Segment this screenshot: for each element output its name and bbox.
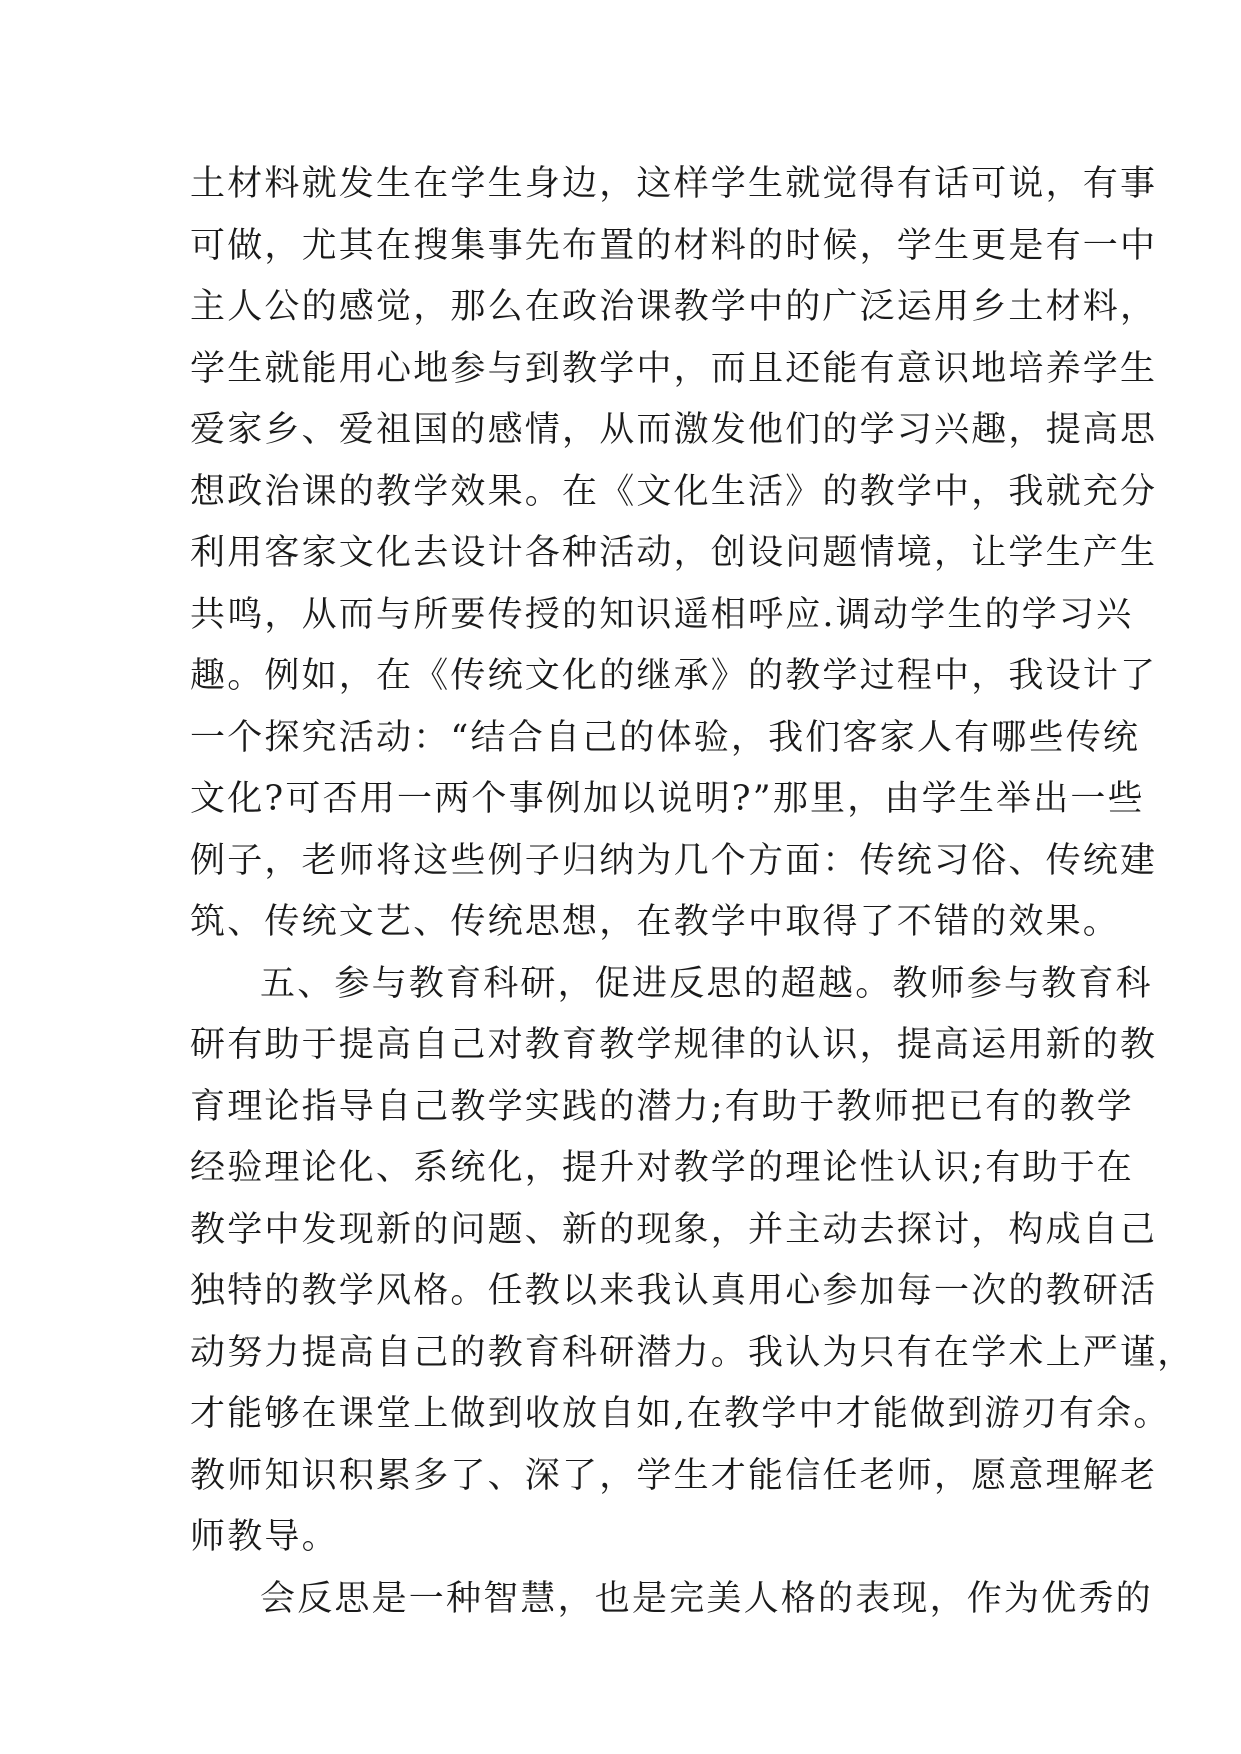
text-line: 动努力提高自己的教育科研潜力。我认为只有在学术上严谨， bbox=[190, 1332, 1195, 1373]
text-line: 一个探究活动：“结合自己的体验，我们客家人有哪些传统 bbox=[190, 717, 1141, 758]
text-line: 可做，尤其在搜集事先布置的材料的时候，学生更是有一中 bbox=[190, 225, 1158, 266]
text-line: 筑、传统文艺、传统思想，在教学中取得了不错的效果。 bbox=[190, 902, 1121, 942]
text-line: 例子，老师将这些例子归纳为几个方面：传统习俗、传统建 bbox=[190, 840, 1158, 881]
body-text bbox=[190, 154, 1195, 1630]
paragraph-start-line: 五、参与教育科研，促进反思的超越。教师参与教育科 bbox=[260, 963, 1153, 1004]
text-line: 趣。例如，在《传统文化的继承》的教学过程中，我设计了 bbox=[190, 656, 1158, 696]
text-line: 爱家乡、爱祖国的感情，从而激发他们的学习兴趣，提高思 bbox=[190, 410, 1158, 450]
text-line: 教师知识积累多了、深了，学生才能信任老师，愿意理解老 bbox=[190, 1455, 1158, 1496]
text-line: 学生就能用心地参与到教学中，而且还能有意识地培养学生 bbox=[190, 348, 1158, 389]
text-line: 主人公的感觉，那么在政治课教学中的广泛运用乡土材料， bbox=[190, 287, 1158, 327]
text-line: 育理论指导自己教学实践的潜力;有助于教师把已有的教学 bbox=[190, 1086, 1134, 1127]
paragraph-start-line: 会反思是一种智慧，也是完美人格的表现，作为优秀的 bbox=[260, 1578, 1153, 1619]
text-line: 独特的教学风格。任教以来我认真用心参加每一次的教研活 bbox=[190, 1271, 1158, 1311]
text-line: 文化?可否用一两个事例加以说明?”那里，由学生举出一些 bbox=[190, 779, 1145, 819]
text-line: 研有助于提高自己对教育教学规律的认识，提高运用新的教 bbox=[190, 1025, 1158, 1065]
text-line: 想政治课的教学效果。在《文化生活》的教学中，我就充分 bbox=[190, 471, 1158, 512]
text-line: 师教导。 bbox=[190, 1517, 339, 1557]
text-line: 利用客家文化去设计各种活动，创设问题情境，让学生产生 bbox=[190, 533, 1158, 573]
text-line: 共鸣，从而与所要传授的知识遥相呼应.调动学生的学习兴 bbox=[190, 594, 1134, 635]
text-line: 才能够在课堂上做到收放自如,在教学中才能做到游刃有余。 bbox=[190, 1394, 1171, 1434]
text-line: 教学中发现新的问题、新的现象，并主动去探讨，构成自己 bbox=[190, 1209, 1158, 1250]
text-line: 经验理论化、系统化，提升对教学的理论性认识;有助于在 bbox=[190, 1148, 1134, 1188]
text-line: 土材料就发生在学生身边，这样学生就觉得有话可说，有事 bbox=[190, 164, 1158, 204]
